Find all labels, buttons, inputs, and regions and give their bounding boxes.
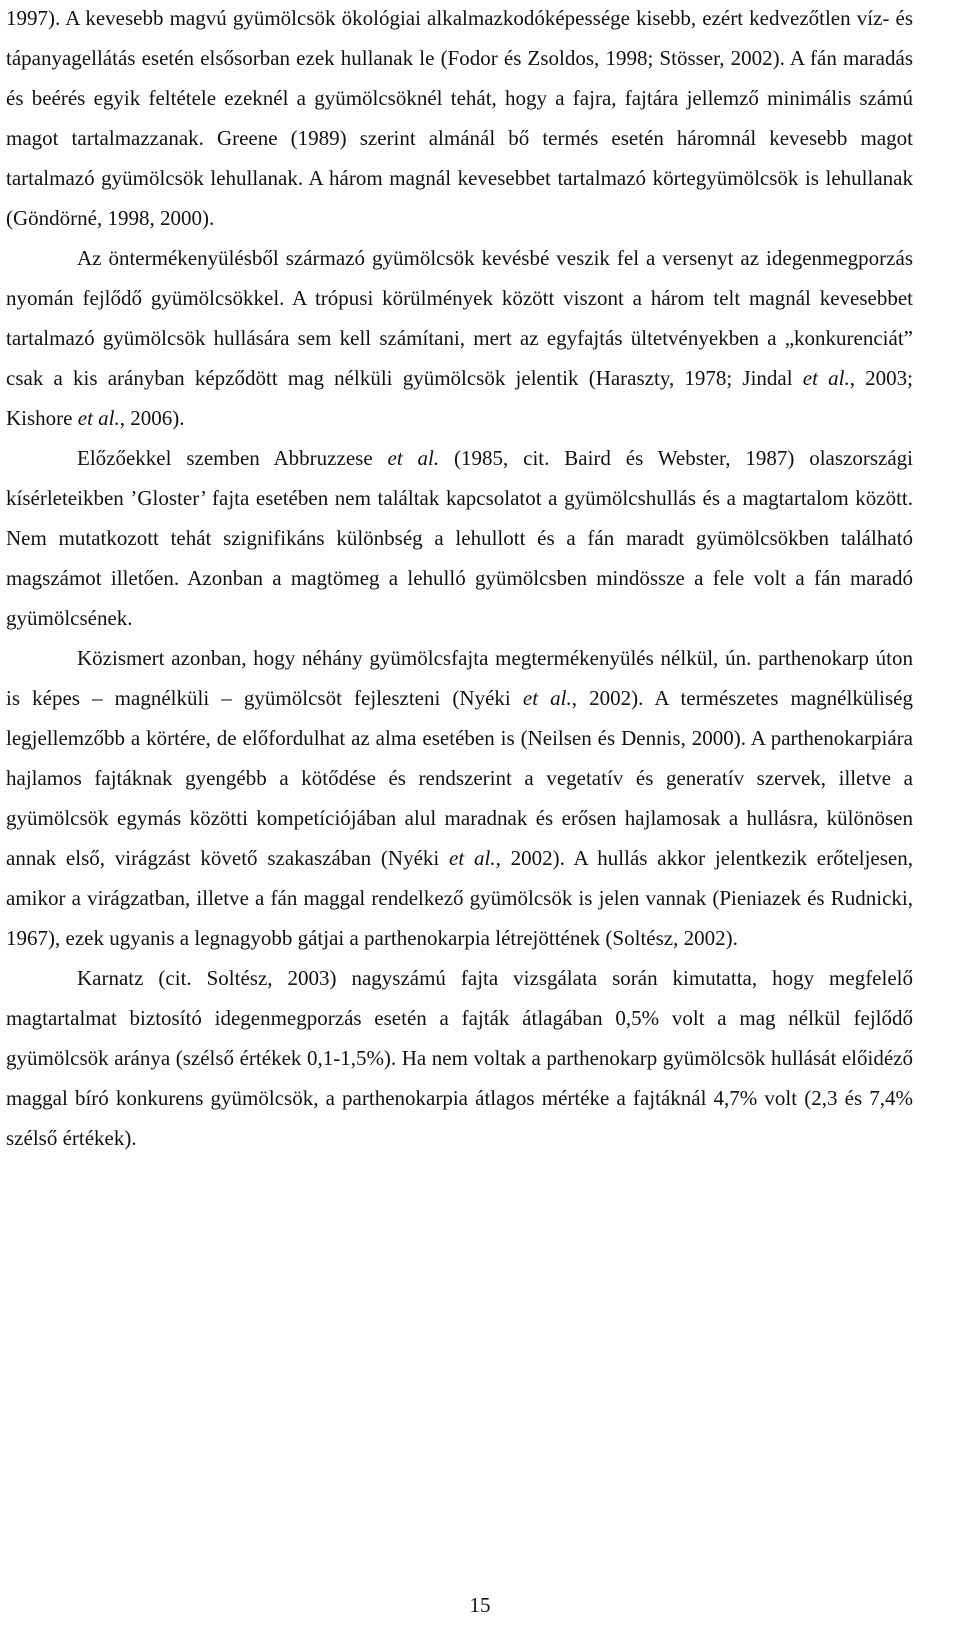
- paragraph-text: Az öntermékenyülésből származó gyümölcsök kevésbé veszik fel a versenyt az idegenmegporzás nyomán fejlődő gyümölcsökkel. A trópusi körülmények között viszont a három telt magnál kevesebbet tartalmazó gyümölcsök hullására sem kell számítani, mert az egyfajtás ültetvényekben a „konkurenciát” csak a kis arányban képződött mag nélküli gyümölcsök jelentik (Haraszty, 1978; Jindal: [6, 246, 913, 390]
- paragraph-text: , 2002). A hullás akkor jelentkezik erőteljesen, amikor a virágzatban, illetve a fán maggal rendelkező gyümölcsök is jelen vannak (Pieniazek és Rudnicki, 1967), ezek ugyanis a legnagyobb gátjai a parthenokarpia létrejöttének (Soltész, 2002).: [6, 846, 913, 950]
- body-text: [6, 0, 913, 1158]
- paragraph-text: Előzőekkel szemben Abbruzzese: [77, 446, 388, 470]
- page-number: 15: [469, 1593, 491, 1617]
- italic-citation-text: et al.: [802, 366, 850, 390]
- paragraph-text: , 2006).: [119, 406, 185, 430]
- italic-citation-text: et al.: [77, 406, 120, 430]
- paragraph-text: Közismert azonban, hogy néhány gyümölcsfajta megtermékenyülés nélkül, ún. parthenokarp úton is képes – magnélküli – gyümölcsöt fejleszteni (Nyéki: [6, 646, 913, 710]
- paragraph: [6, 238, 913, 438]
- paragraph: [6, 638, 913, 958]
- paragraph: [6, 0, 913, 238]
- paragraph-text: , 2003; Kishore: [6, 366, 913, 430]
- paragraph-text: , 2002). A természetes magnélküliség legjellemzőbb a körtére, de előfordulhat az alma esetében is (Neilsen és Dennis, 2000). A parthenokarpiára hajlamos fajtáknak gyengébb a kötődése és rendszerint a vegetatív és generatív szervek, illetve a gyümölcsök egymás közötti kompetíciójában alul maradnak és erősen hajlamosak a hullásra, különösen annak első, virágzást követő szakaszában (Nyéki: [6, 686, 913, 870]
- paragraph: [6, 958, 913, 1158]
- italic-citation-text: et al.: [449, 846, 496, 870]
- paragraph-text: (1985, cit. Baird és Webster, 1987) olaszországi kísérleteikben ’Gloster’ fajta esetében nem találtak kapcsolatot a gyümölcshullás és a magtartalom között. Nem mutatkozott tehát szignifikáns különbség a lehullott és a fán maradt gyümölcsökben található magszámot illetően. Azonban a magtömeg a lehulló gyümölcsben mindössze a fele volt a fán maradó gyümölcsének.: [6, 446, 913, 630]
- paragraph: [6, 438, 913, 638]
- italic-citation-text: et al.: [387, 446, 440, 470]
- paragraph-text: Karnatz (cit. Soltész, 2003) nagyszámú fajta vizsgálata során kimutatta, hogy megfelelő magtartalmat biztosító idegenmegporzás esetén a fajták átlagában 0,5% volt a mag nélkül fejlődő gyümölcsök aránya (szélső értékek 0,1-1,5%). Ha nem voltak a parthenokarp gyümölcsök hullását előidéző maggal bíró konkurens gyümölcsök, a parthenokarpia átlagos mértéke a fajtáknál 4,7% volt (2,3 és 7,4% szélső értékek).: [6, 966, 913, 1150]
- paragraph-text: 1997). A kevesebb magvú gyümölcsök ökológiai alkalmazkodóképessége kisebb, ezért kedvezőtlen víz- és tápanyagellátás esetén elsősorban ezek hullanak le (Fodor és Zsoldos, 1998; Stösser, 2002). A fán maradás és beérés egyik feltétele ezeknél a gyümölcsöknél tehát, hogy a fajra, fajtára jellemző minimális számú magot tartalmazzanak. Greene (1989) szerint almánál bő termés esetén háromnál kevesebb magot tartalmazó gyümölcsök lehullanak. A három magnál kevesebbet tartalmazó körtegyümölcsök is lehullanak (Göndörné, 1998, 2000).: [6, 6, 913, 230]
- italic-citation-text: et al.: [522, 686, 572, 710]
